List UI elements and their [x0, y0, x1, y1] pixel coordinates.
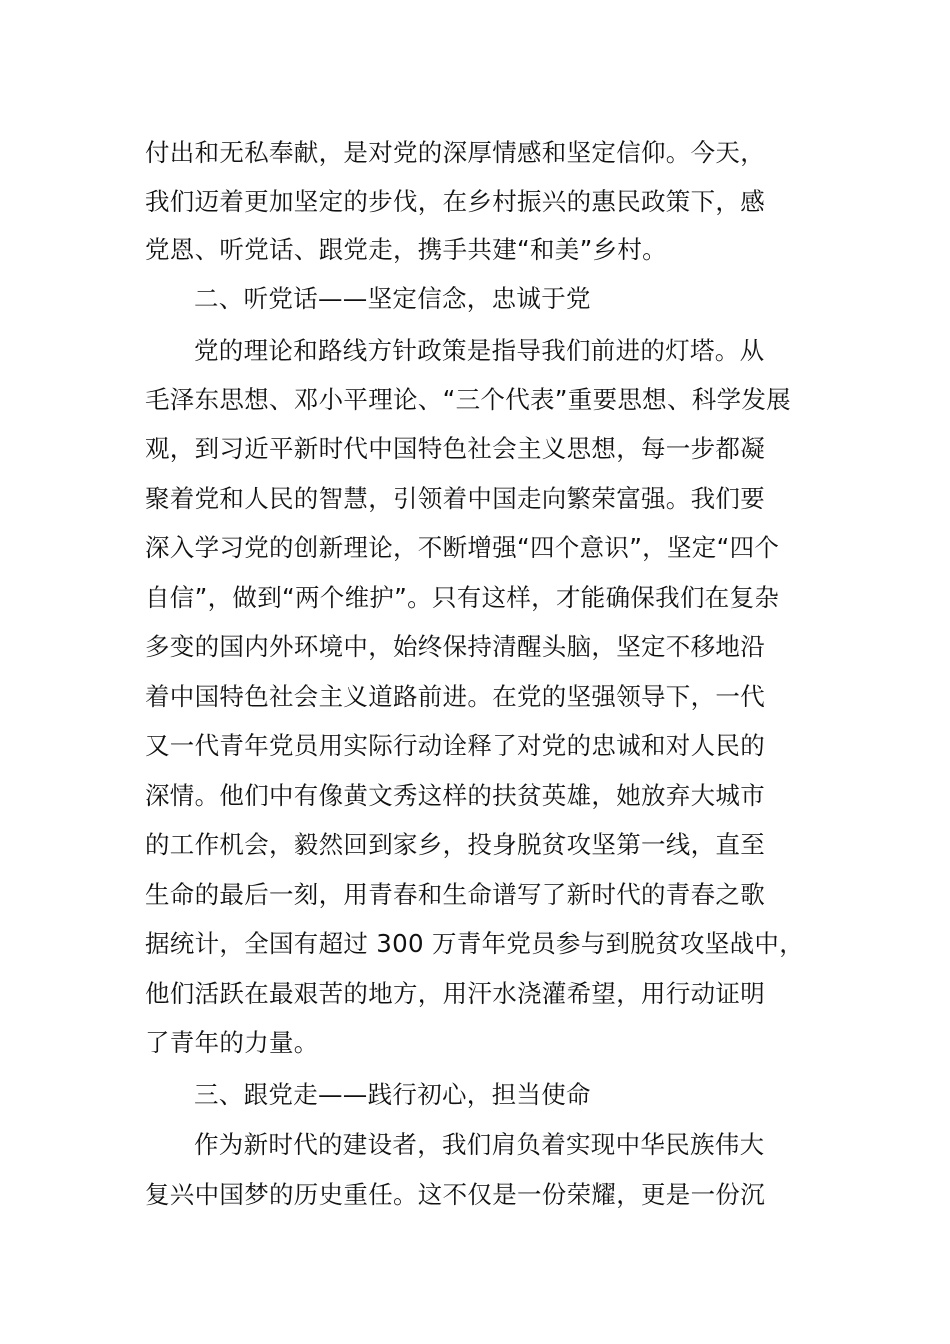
text-line: 的工作机会，毅然回到家乡，投身脱贫攻坚第一线，直至	[145, 830, 765, 859]
text-line: 了青年的力量。	[145, 1028, 319, 1057]
section-heading-3: 三、跟党走——践行初心，担当使命	[194, 1080, 591, 1109]
text-line: 他们活跃在最艰苦的地方，用汗水浇灌希望，用行动证明	[145, 979, 765, 1008]
text-line: 复兴中国梦的历史重任。这不仅是一份荣耀，更是一份沉	[145, 1180, 765, 1209]
text-line: 着中国特色社会主义道路前进。在党的坚强领导下，一代	[145, 682, 765, 711]
text-line: 毛泽东思想、邓小平理论、“三个代表”重要思想、科学发展	[145, 385, 791, 414]
text-line: 聚着党和人民的智慧，引领着中国走向繁荣富强。我们要	[145, 484, 765, 513]
text-line: 我们迈着更加坚定的步伐，在乡村振兴的惠民政策下，感	[145, 187, 765, 216]
text-line: 生命的最后一刻，用青春和生命谱写了新时代的青春之歌	[145, 880, 765, 909]
text-line: 观，到习近平新时代中国特色社会主义思想，每一步都凝	[145, 434, 765, 463]
paragraph-first-line: 党的理论和路线方针政策是指导我们前进的灯塔。从	[194, 336, 765, 365]
text-line: 自信”，做到“两个维护”。只有这样，才能确保我们在复杂	[145, 583, 780, 612]
text-line: 深入学习党的创新理论，不断增强“四个意识”，坚定“四个	[145, 533, 780, 562]
text-line: 付出和无私奉献，是对党的深厚情感和坚定信仰。今天，	[145, 138, 765, 167]
section-heading-2: 二、听党话——坚定信念，忠诚于党	[194, 284, 591, 313]
paragraph-first-line: 作为新时代的建设者，我们肩负着实现中华民族伟大	[194, 1130, 765, 1159]
text-line: 又一代青年党员用实际行动诠释了对党的忠诚和对人民的	[145, 731, 765, 760]
text-line: 深情。他们中有像黄文秀这样的扶贫英雄，她放弃大城市	[145, 781, 765, 810]
text-line: 党恩、听党话、跟党走，携手共建“和美”乡村。	[145, 235, 667, 264]
text-line: 多变的国内外环境中，始终保持清醒头脑，坚定不移地沿	[145, 632, 765, 661]
text-line: 据统计，全国有超过 300 万青年党员参与到脱贫攻坚战中，	[145, 929, 805, 958]
